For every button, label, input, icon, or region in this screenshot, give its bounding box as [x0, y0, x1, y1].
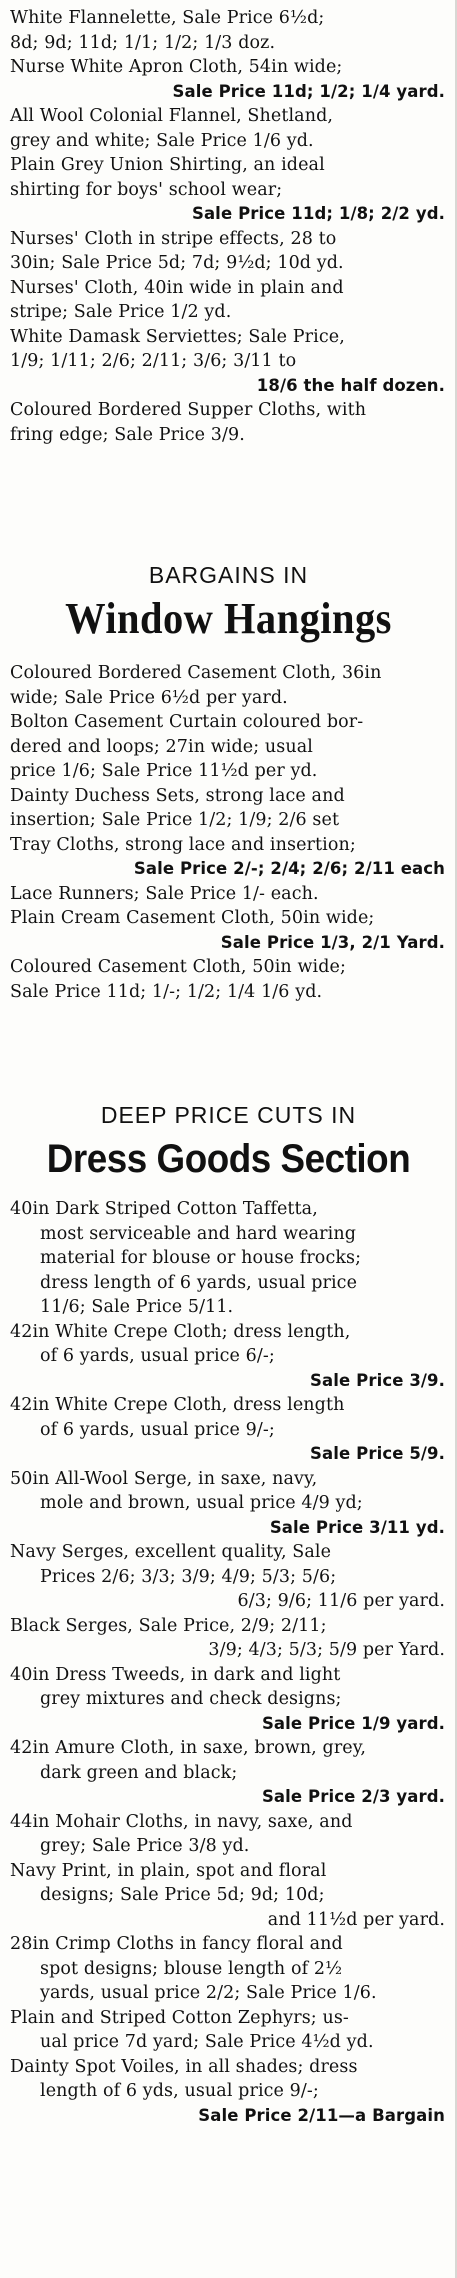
item-line: Coloured Bordered Supper Cloths, with — [10, 400, 367, 420]
list-item — [0, 6, 457, 55]
item-line: Nurse White Apron Cloth, 54in wide; — [10, 57, 343, 77]
list-item — [0, 2055, 457, 2129]
item-line: 11/6; Sale Price 5/11. — [40, 1297, 234, 1317]
item-line: Prices 2/6; 3/3; 3/9; 4/9; 5/3; 5/6; — [40, 1566, 337, 1587]
section-kicker: DEEP PRICE CUTS IN — [100, 1102, 357, 1128]
item-line: Navy Print, in plain, spot and floral — [10, 1860, 327, 1881]
list-item — [0, 833, 457, 882]
item-line: Plain and Striped Cotton Zephyrs; us- — [10, 2007, 349, 2028]
list-item — [0, 1467, 457, 1541]
item-line: 30in; Sale Price 5d; 7d; 9½d; 10d yd. — [10, 253, 344, 273]
item-line: mole and brown, usual price 4/9 yd; — [40, 1493, 363, 1513]
list-item — [0, 955, 457, 1004]
item-price-line: Sale Price 2/11—a Bargain — [198, 2105, 445, 2125]
item-price-line: Sale Price 2/-; 2/4; 2/6; 2/11 each — [133, 859, 445, 878]
item-line: insertion; Sale Price 1/2; 1/9; 2/6 set — [10, 810, 340, 830]
list-item — [0, 1859, 457, 1933]
item-price-line: Sale Price 3/9. — [310, 1370, 445, 1390]
item-line: ual price 7d yard; Sale Price 4½d yd. — [40, 2032, 374, 2052]
list-item — [0, 1197, 457, 1320]
item-line: Coloured Casement Cloth, 50in wide; — [10, 957, 346, 977]
list-item — [0, 1393, 457, 1467]
item-line: designs; Sale Price 5d; 9d; 10d; — [40, 1885, 325, 1905]
item-price-line: Sale Price 2/3 yard. — [261, 1787, 445, 1806]
list-item — [0, 710, 457, 784]
item-line: dark green and black; — [40, 1762, 238, 1783]
item-line: 28in Crimp Cloths in fancy floral and — [10, 1934, 343, 1954]
item-line: Nurses' Cloth, 40in wide in plain and — [10, 277, 344, 298]
list-item — [0, 882, 457, 907]
item-line: spot designs; blouse length of 2½ — [40, 1958, 343, 1979]
item-line: All Wool Colonial Flannel, Shetland, — [10, 106, 334, 126]
list-item — [0, 325, 457, 399]
item-line: of 6 yards, usual price 6/-; — [40, 1346, 275, 1366]
item-line: Plain Grey Union Shirting, an ideal — [10, 155, 325, 175]
list-item — [0, 1540, 457, 1614]
list-item — [0, 1614, 457, 1663]
section-title: Dress Goods Section — [46, 1137, 411, 1181]
list-item — [0, 2006, 457, 2055]
item-line: White Flannelette, Sale Price 6½d; — [10, 8, 325, 28]
item-line: 42in Amure Cloth, in saxe, brown, grey, — [10, 1738, 367, 1758]
list-item — [0, 1663, 457, 1737]
item-line: Sale Price 11d; 1/-; 1/2; 1/4 1/6 yd. — [10, 981, 323, 1002]
item-line: grey; Sale Price 3/8 yd. — [40, 1836, 250, 1856]
list-item — [0, 104, 457, 153]
list-item — [0, 153, 457, 227]
item-line: fring edge; Sale Price 3/9. — [10, 424, 245, 445]
item-line: Tray Cloths, strong lace and insertion; — [10, 834, 356, 855]
item-line: wide; Sale Price 6½d per yard. — [10, 687, 288, 708]
list-item — [0, 276, 457, 325]
item-line: Dainty Duchess Sets, strong lace and — [10, 785, 345, 806]
list-item — [0, 55, 457, 104]
item-line: 1/9; 1/11; 2/6; 2/11; 3/6; 3/11 to — [10, 351, 297, 371]
item-line: White Damask Serviettes; Sale Price, — [10, 326, 345, 347]
item-price-line: Sale Price 11d; 1/2; 1/4 yard. — [172, 81, 445, 101]
item-price-line: Sale Price 3/11 yd. — [269, 1517, 445, 1537]
item-line: 8d; 9d; 11d; 1/1; 1/2; 1/3 doz. — [10, 32, 276, 53]
list-item — [0, 1810, 457, 1859]
window-hangings-section — [0, 562, 457, 1004]
item-line: Nurses' Cloth in stripe effects, 28 to — [10, 228, 337, 249]
item-line: 44in Mohair Cloths, in navy, saxe, and — [10, 1811, 353, 1832]
section-title: Window Hangings — [65, 594, 392, 643]
item-price-line: Sale Price 1/3, 2/1 Yard. — [220, 932, 445, 952]
list-item — [0, 1320, 457, 1394]
item-line: dress length of 6 yards, usual price — [40, 1272, 358, 1293]
item-line: 40in Dress Tweeds, in dark and light — [10, 1664, 341, 1685]
item-line: material for blouse or house frocks; — [40, 1248, 362, 1268]
list-item — [0, 227, 457, 276]
item-line: Black Serges, Sale Price, 2/9; 2/11; — [10, 1615, 327, 1636]
list-item — [0, 661, 457, 710]
item-line: Dainty Spot Voiles, in all shades; dress — [10, 2056, 358, 2077]
item-line: 3/9; 4/3; 5/3; 5/9 per Yard. — [208, 1640, 445, 1660]
item-line: yards, usual price 2/2; Sale Price 1/6. — [40, 1983, 377, 2003]
item-line: Bolton Casement Curtain coloured bor- — [10, 712, 364, 732]
item-line: dered and loops; 27in wide; usual — [10, 736, 313, 757]
list-item — [0, 784, 457, 833]
item-line: 40in Dark Striped Cotton Taffetta, — [10, 1199, 318, 1219]
item-price-line: 18/6 the half dozen. — [256, 375, 445, 395]
item-price-line: Sale Price 11d; 1/8; 2/2 yd. — [191, 204, 445, 223]
item-line: Plain Cream Casement Cloth, 50in wide; — [10, 908, 375, 928]
item-line: Coloured Bordered Casement Cloth, 36in — [10, 663, 382, 683]
section-kicker: BARGAINS IN — [148, 562, 309, 588]
item-line: shirting for boys' school wear; — [10, 179, 283, 200]
item-price-line: Sale Price 5/9. — [310, 1444, 445, 1463]
dress-goods-section — [0, 1102, 457, 2128]
item-line: and 11½d per yard. — [267, 1909, 445, 1930]
item-line: length of 6 yds, usual price 9/-; — [40, 2081, 319, 2101]
item-line: grey mixtures and check designs; — [40, 1689, 342, 1709]
list-item — [0, 906, 457, 955]
item-line: 42in White Crepe Cloth; dress length, — [10, 1321, 351, 1342]
item-line: price 1/6; Sale Price 11½d per yd. — [10, 761, 318, 781]
drapery-list — [0, 6, 457, 447]
item-line: stripe; Sale Price 1/2 yd. — [10, 302, 232, 322]
item-line: grey and white; Sale Price 1/6 yd. — [10, 130, 314, 151]
item-line: 42in White Crepe Cloth, dress length — [10, 1395, 345, 1415]
item-price-line: Sale Price 1/9 yard. — [261, 1713, 445, 1733]
list-item — [0, 398, 457, 447]
item-line: Lace Runners; Sale Price 1/- each. — [10, 883, 319, 904]
item-line: 6/3; 9/6; 11/6 per yard. — [237, 1591, 445, 1611]
item-line: most serviceable and hard wearing — [40, 1223, 357, 1244]
item-line: Navy Serges, excellent quality, Sale — [10, 1542, 332, 1562]
item-line: 50in All-Wool Serge, in saxe, navy, — [10, 1468, 318, 1489]
list-item — [0, 1736, 457, 1810]
list-item — [0, 1932, 457, 2006]
item-line: of 6 yards, usual price 9/-; — [40, 1419, 275, 1440]
